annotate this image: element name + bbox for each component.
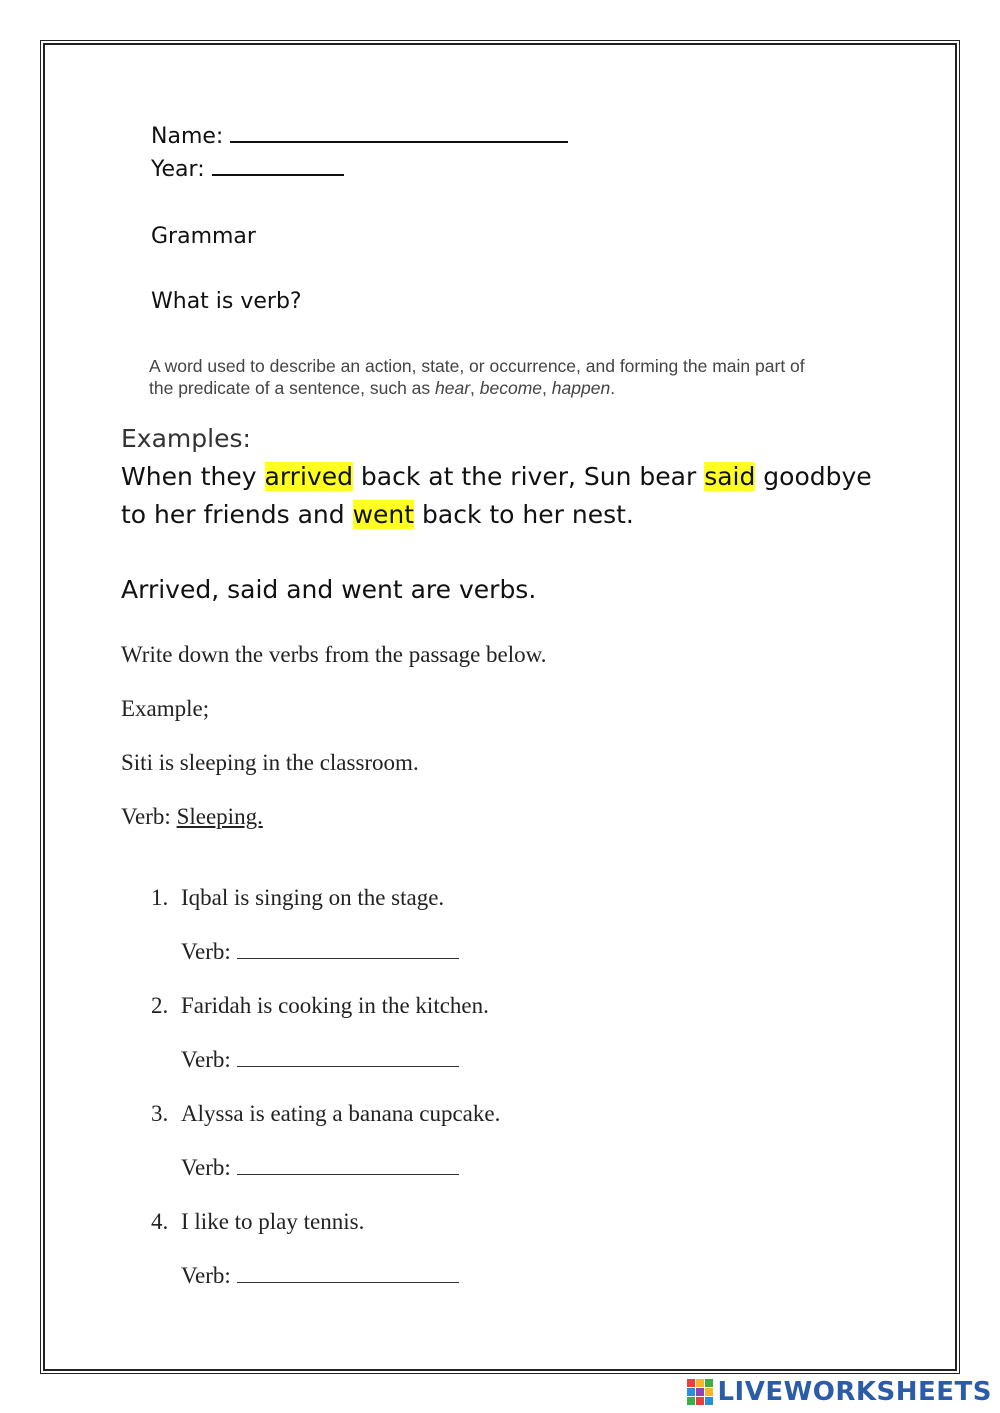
example-text: back to her nest. <box>414 500 634 529</box>
logo-square <box>687 1379 695 1387</box>
definition-line-2 <box>149 378 615 399</box>
answer-input[interactable] <box>237 1065 459 1067</box>
word-happen: happen <box>551 378 611 398</box>
year-label: Year: <box>151 157 205 182</box>
example-sentence-line-1 <box>121 462 872 491</box>
liveworksheets-logo[interactable] <box>687 1377 992 1407</box>
logo-square <box>705 1379 713 1387</box>
highlight-said: said <box>704 462 756 491</box>
logo-square <box>687 1388 695 1396</box>
definition-line-1: A word used to describe an action, state, or occurrence, and forming the main part of <box>149 356 805 376</box>
definition-prefix: the predicate of a sentence, such as <box>149 378 436 398</box>
year-input[interactable] <box>212 174 344 176</box>
example-label: Example; <box>121 696 210 721</box>
question-number: 4. <box>151 1209 169 1234</box>
example-sentence: Siti is sleeping in the classroom. <box>121 750 419 775</box>
word-become: become <box>479 378 543 398</box>
question-sentence: Alyssa is eating a banana cupcake. <box>181 1101 501 1126</box>
example-verb-label: Verb: <box>121 804 177 829</box>
instruction-text: Write down the verbs from the passage below. <box>121 642 547 667</box>
examples-summary: Arrived, said and went are verbs. <box>121 575 537 604</box>
definition-period: . <box>610 378 616 398</box>
question-sentence: I like to play tennis. <box>181 1209 365 1234</box>
question-item <box>151 1101 500 1127</box>
logo-square <box>705 1388 713 1396</box>
answer-line <box>181 1047 459 1073</box>
question-number: 1. <box>151 885 169 910</box>
verb-label: Verb: <box>181 1155 231 1180</box>
question-heading: What is verb? <box>151 289 302 314</box>
definition-comma: , <box>542 378 552 398</box>
examples-heading: Examples: <box>121 424 251 453</box>
question-sentence: Faridah is cooking in the kitchen. <box>181 993 489 1018</box>
answer-input[interactable] <box>237 957 459 959</box>
example-text: to her friends and <box>121 500 353 529</box>
question-number: 2. <box>151 993 169 1018</box>
logo-square <box>705 1397 713 1405</box>
logo-text: LIVEWORKSHEETS <box>717 1377 992 1407</box>
logo-square <box>696 1388 704 1396</box>
word-hear: hear <box>435 378 471 398</box>
verb-label: Verb: <box>181 1047 231 1072</box>
logo-square <box>696 1379 704 1387</box>
answer-line <box>181 939 459 965</box>
question-sentence: Iqbal is singing on the stage. <box>181 885 445 910</box>
question-number: 3. <box>151 1101 169 1126</box>
logo-mark-icon <box>687 1379 713 1405</box>
example-verb-line <box>121 804 263 830</box>
example-sentence-line-2 <box>121 500 634 529</box>
name-line <box>151 124 568 149</box>
highlight-went: went <box>352 500 415 529</box>
name-input[interactable] <box>230 141 568 143</box>
section-title: Grammar <box>151 224 256 249</box>
highlight-arrived: arrived <box>264 462 353 491</box>
answer-line <box>181 1263 459 1289</box>
verb-label: Verb: <box>181 939 231 964</box>
example-verb-answer: Sleeping. <box>176 804 263 829</box>
example-text: When they <box>121 462 265 491</box>
example-text: goodbye <box>755 462 872 491</box>
logo-square <box>696 1397 704 1405</box>
answer-input[interactable] <box>237 1281 459 1283</box>
logo-square <box>687 1397 695 1405</box>
question-item <box>151 885 444 911</box>
definition-comma: , <box>470 378 480 398</box>
question-item <box>151 1209 364 1235</box>
verb-label: Verb: <box>181 1263 231 1288</box>
answer-line <box>181 1155 459 1181</box>
name-label: Name: <box>151 124 224 149</box>
year-line <box>151 157 344 182</box>
question-item <box>151 993 489 1019</box>
answer-input[interactable] <box>237 1173 459 1175</box>
example-text: back at the river, Sun bear <box>352 462 705 491</box>
